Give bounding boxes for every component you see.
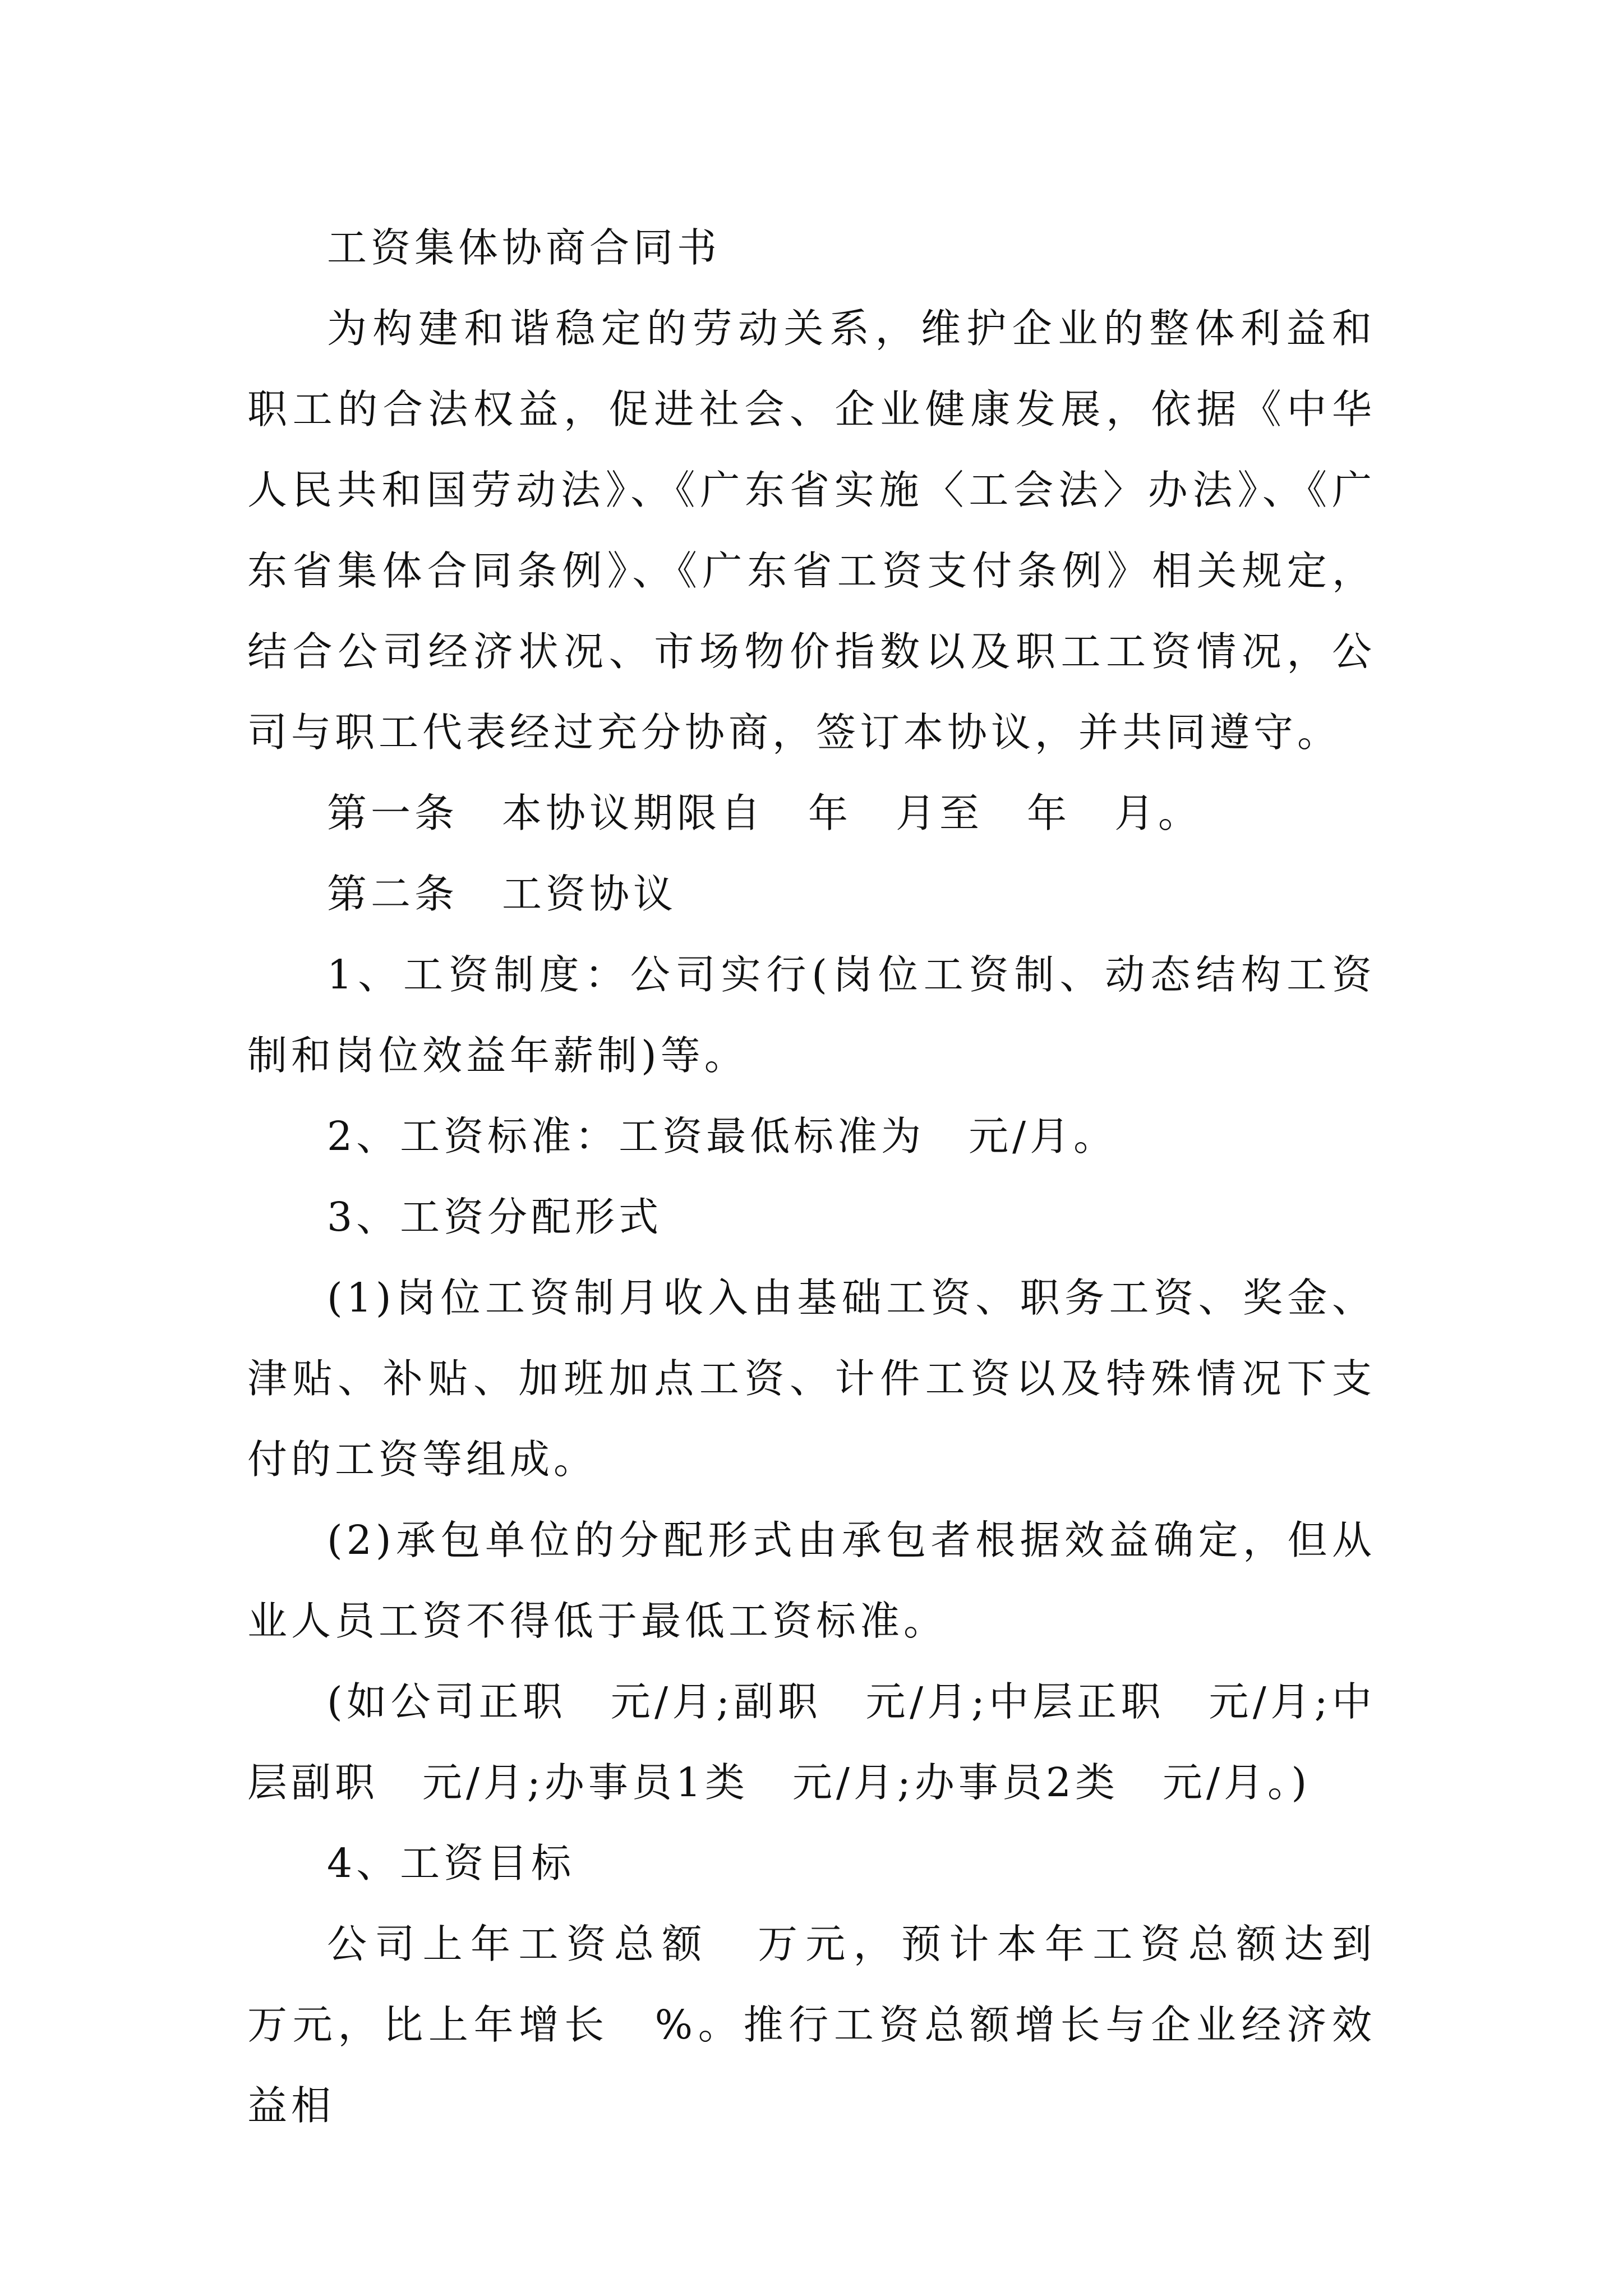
paragraph-distribution-1: (1)岗位工资制月收入由基础工资、职务工资、奖金、津贴、补贴、加班加点工资、计件工资以及特殊情况下支付的工资等组成。	[247, 1274, 1376, 1483]
paragraph-preamble: 为构建和谐稳定的劳动关系，维护企业的整体利益和职工的合法权益，促进社会、企业健康发展，依据《中华人民共和国劳动法》、《广东省实施〈工会法〉办法》、《广东省集体合同条例》、《广东省工资支付条例》相关规定，结合公司经济状况、市场物价指数以及职工工资情况，公司与职工代表经过充分协商，签订本协议，并共同遵守。	[247, 305, 1376, 756]
document-title: 工资集体协商合同书	[327, 224, 721, 271]
document-body	[247, 208, 1420, 2146]
paragraph-wage-standard: 2、工资标准：工资最低标准为 元/月。	[327, 1113, 1118, 1159]
paragraph-wage-system: 1、工资制度：公司实行(岗位工资制、动态结构工资制和岗位效益年薪制)等。	[247, 951, 1376, 1079]
paragraph-article-2: 第二条 工资协议	[327, 871, 677, 917]
paragraph-distribution-2: (2)承包单位的分配形式由承包者根据效益确定，但从业人员工资不得低于最低工资标准。	[247, 1517, 1376, 1644]
paragraph-wage-target: 4、工资目标	[327, 1840, 575, 1887]
paragraph-salary-examples: (如公司正职 元/月;副职 元/月;中层正职 元/月;中层副职 元/月;办事员1类 元/月;办事员2类 元/月。)	[247, 1678, 1376, 1806]
paragraph-wage-distribution: 3、工资分配形式	[327, 1194, 663, 1240]
paragraph-wage-total: 公司上年工资总额 万元，预计本年工资总额达到 万元，比上年增长 %。推行工资总额增长与企业经济效益相	[247, 1921, 1420, 2129]
paragraph-article-1: 第一条 本协议期限自 年 月至 年 月。	[327, 790, 1202, 836]
